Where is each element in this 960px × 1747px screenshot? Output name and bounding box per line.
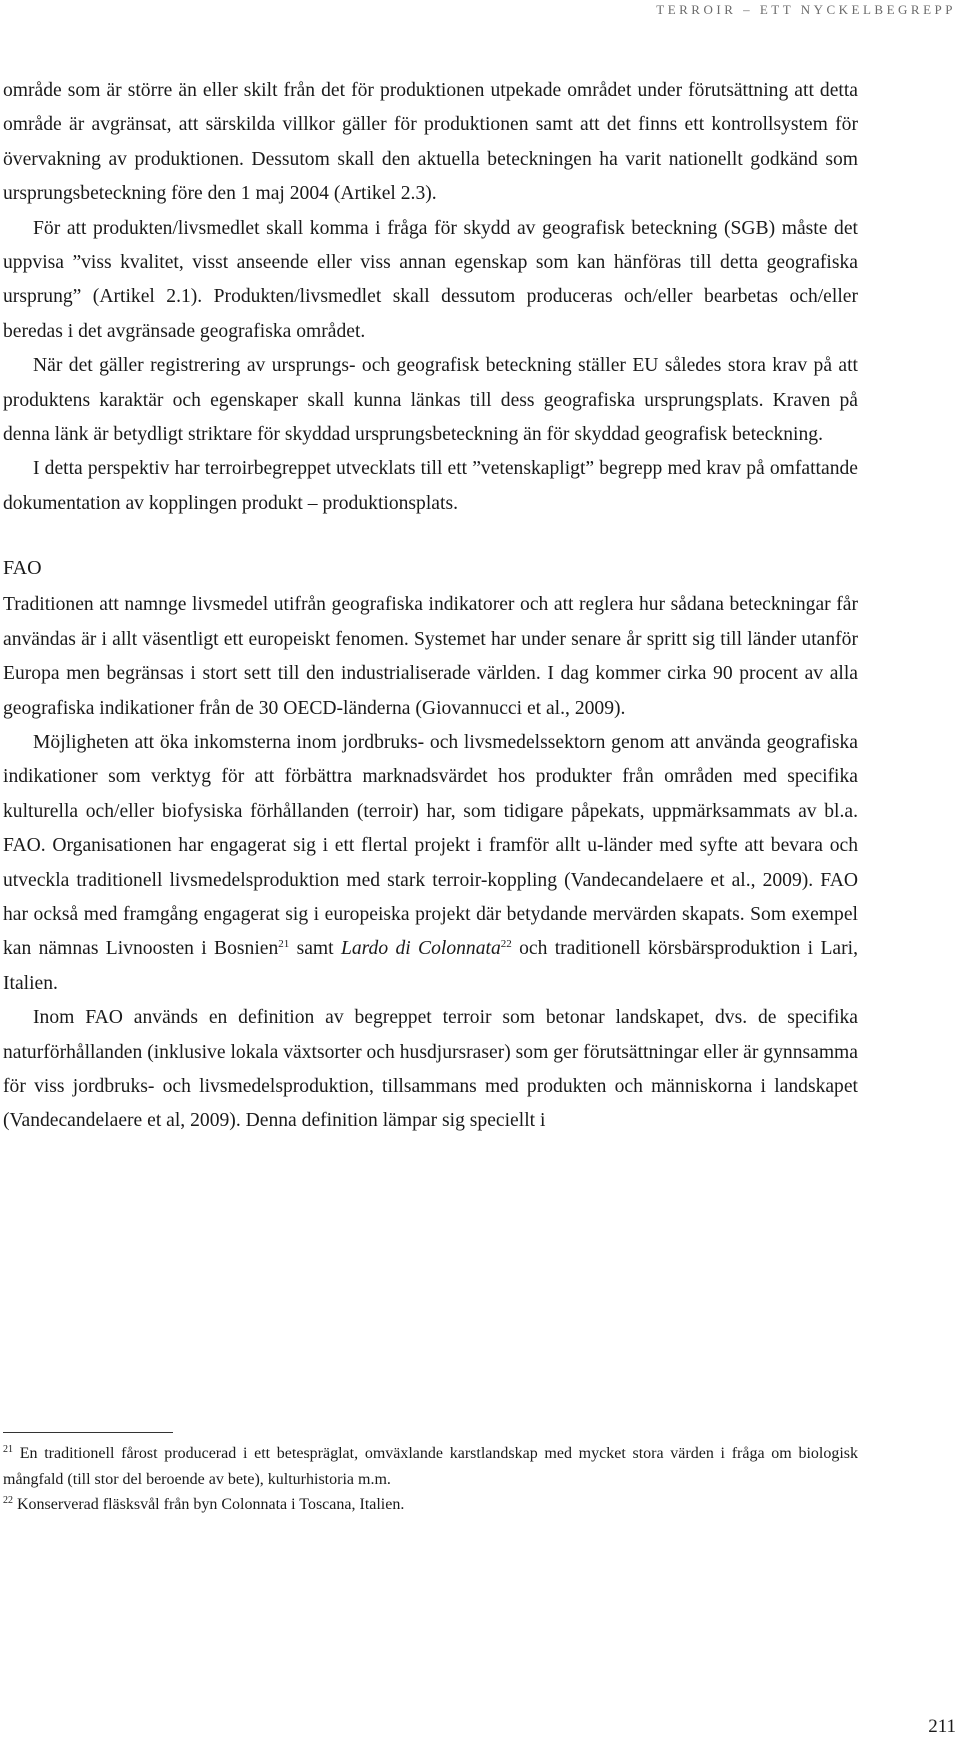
- footnote-number: 22: [3, 1495, 13, 1506]
- footnote-ref-22[interactable]: 22: [500, 938, 512, 951]
- footnote-21: [3, 1441, 858, 1492]
- running-header: TERROIR – ETT NYCKELBEGREPP: [656, 2, 956, 17]
- footnote-22: [3, 1492, 858, 1518]
- paragraph-possibility-text: Möjligheten att öka inkomsterna inom jordbruks- och livsmedelssektorn genom att använda geografiska indikationer som verktyg för att förbättra marknadsvärdet hos produkter från områden med specifika kulturella och/eller biofysiska förhållanden (terroir) har, som tidigare påpekats, uppmärksammats av bl.a. FAO. Organisationen har engagerat sig i ett flertal projekt i framför allt u-länder med syfte att bevara och utveckla traditionell livsmedelsproduktion med stark terroir-koppling (Vandecandelaere et al., 2009). FAO har också med framgång engagerat sig i europeiska projekt där betydande mervärden skapats. Som exempel kan nämnas Livnoosten i Bosnien: [3, 731, 858, 960]
- paragraph-continued: område som är större än eller skilt från det för produktionen utpekade området under förutsättning att detta område är avgränsat, att särskilda villkor gäller för produktionen samt att det finns ett kontrollsystem för övervakning av produktionen. Dessutom skall den aktuella beteckningen ha varit nationellt godkänd som ursprungsbeteckning före den 1 maj 2004 (Artikel 2.3).: [3, 80, 858, 205]
- footnote-text: En traditionell fårost producerad i ett betespräglat, omväxlande karstlandskap med mycket stora värden i fråga om biologisk mångfald (till stor del beroende av bete), kulturhistoria m.m.: [3, 1445, 858, 1488]
- footnote-number: 21: [3, 1444, 13, 1455]
- paragraph-tradition: Traditionen att namnge livsmedel utifrån geografiska indikatorer och att reglera hur sådana beteckningar får användas är i allt väsentligt ett europeiskt fenomen. Systemet har under senare år spritt sig till länder utanför Europa men begränsas i stort sett till den industrialiserade världen. I dag kommer cirka 90 procent av alla geografiska indikationer från de 30 OECD-länderna (Giovannucci et al., 2009).: [3, 594, 858, 719]
- paragraph-possibility: [3, 726, 858, 1001]
- page-number: 211: [928, 1716, 956, 1737]
- footnote-ref-21[interactable]: 21: [278, 938, 290, 951]
- section-heading-fao: FAO: [3, 557, 42, 580]
- footnote-divider: [3, 1432, 173, 1433]
- paragraph-sgb: För att produkten/livsmedlet skall komma i fråga för skydd av geografisk beteckning (SGB) måste det uppvisa ”viss kvalitet, visst anseende eller viss annan egenskap som kan hänföras till detta geografiska ursprung” (Artikel 2.1). Produkten/livsmedlet skall dessutom produceras och/eller bearbetas och/eller beredas i det avgränsade geografiska området.: [3, 217, 858, 342]
- paragraph-registration: När det gäller registrering av ursprungs- och geografisk beteckning ställer EU således stora krav på att produktens karaktär och egenskaper skall kunna länkas till dess geografiska ursprungsplats. Kraven på denna länk är betydligt striktare för skyddad ursprungsbeteckning än för skyddad geografisk beteckning.: [3, 355, 858, 446]
- paragraph-definition: Inom FAO används en definition av begreppet terroir som betonar landskapet, dvs. de specifika naturförhållanden (inklusive lokala växtsorter och husdjursraser) som ger förutsättningar eller är gynnsamma för viss jordbruks- och livsmedelsproduktion, tillsammans med produkten och människorna i landskapet (Vandecandelaere et al, 2009). Denna definition lämpar sig speciellt i: [3, 1007, 858, 1132]
- footnotes: [3, 1441, 858, 1518]
- footnote-text: Konserverad fläsksvål från byn Colonnata i Toscana, Italien.: [13, 1496, 405, 1513]
- italic-product-name: Lardo di Colonnata: [340, 938, 501, 960]
- paragraph-possibility-joiner: samt: [289, 938, 341, 960]
- paragraph-possibility-end: och traditionell körsbärsproduktion i Lari, Italien.: [3, 938, 858, 994]
- body-text: [3, 74, 858, 1139]
- paragraph-perspective: I detta perspektiv har terroirbegreppet utvecklats till ett ”vetenskapligt” begrepp med krav på omfattande dokumentation av kopplingen produkt – produktionsplats.: [3, 458, 858, 514]
